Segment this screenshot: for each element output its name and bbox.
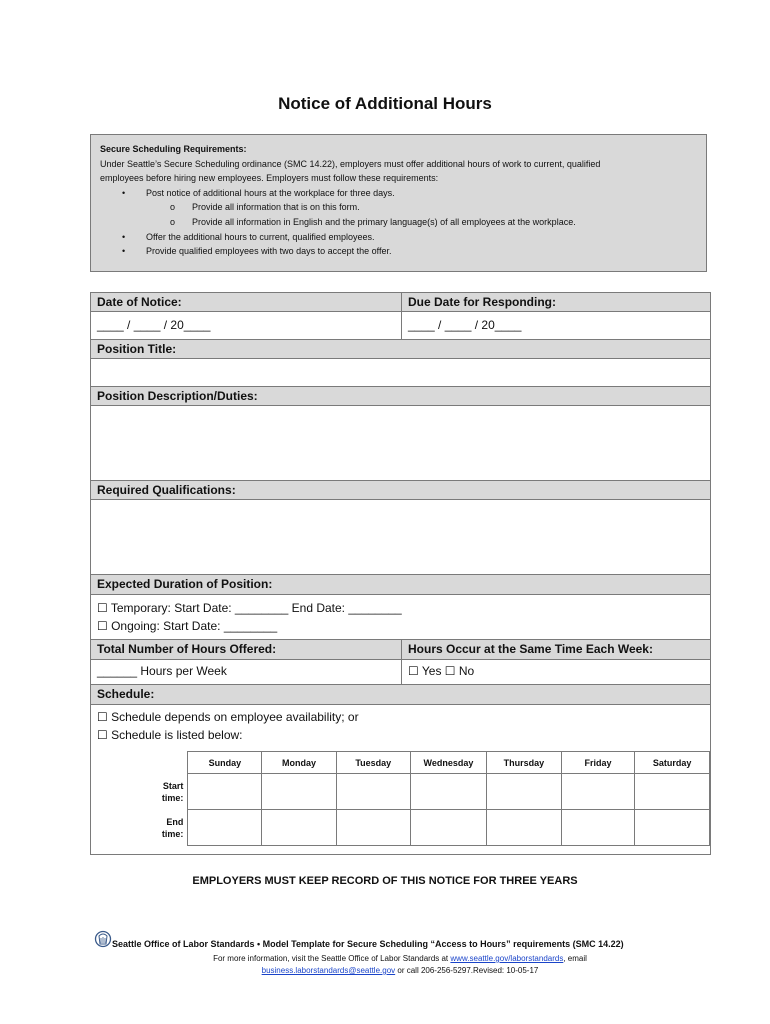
seattle-logo-icon [94, 930, 112, 950]
expected-duration-section [91, 595, 710, 640]
requirements-box [90, 134, 707, 272]
requirements-intro-line2: employees before hiring new employees. Employers must follow these requirements: [100, 173, 439, 184]
position-title-field[interactable] [91, 359, 710, 387]
end-time-label: End time: [161, 816, 184, 839]
day-saturday: Saturday [635, 752, 710, 774]
day-friday: Friday [561, 752, 634, 774]
schedule-label: Schedule: [97, 687, 155, 701]
required-qualifications-label: Required Qualifications: [97, 483, 236, 497]
date-header-row [91, 293, 710, 312]
end-time-cell[interactable] [188, 810, 262, 846]
position-description-field[interactable] [91, 406, 710, 481]
requirement-item: • Offer the additional hours to current, qualified employees. [100, 230, 697, 245]
position-description-label: Position Description/Duties: [97, 389, 258, 403]
date-of-notice-label: Date of Notice: [97, 295, 182, 309]
start-time-cell[interactable] [635, 774, 710, 810]
start-time-cell[interactable] [410, 774, 486, 810]
position-title-label: Position Title: [97, 342, 177, 356]
position-description-header [91, 387, 710, 406]
hours-header-row [91, 640, 710, 660]
requirement-item: • Post notice of additional hours at the workplace for three days. [100, 186, 697, 201]
notice-form [90, 292, 711, 855]
end-time-cell[interactable] [410, 810, 486, 846]
date-value-row [91, 312, 710, 340]
start-time-cell[interactable] [486, 774, 561, 810]
end-time-cell[interactable] [561, 810, 634, 846]
schedule-availability-option[interactable]: ☐ Schedule depends on employee availability; or [97, 710, 359, 724]
end-time-cell[interactable] [262, 810, 336, 846]
day-wednesday: Wednesday [410, 752, 486, 774]
requirements-list [100, 186, 697, 259]
date-of-notice-field[interactable]: ____ / ____ / 20____ [97, 318, 211, 332]
day-monday: Monday [262, 752, 336, 774]
schedule-options [97, 708, 359, 744]
position-title-header [91, 340, 710, 359]
end-time-cell[interactable] [336, 810, 410, 846]
footer-contact-line: business.laborstandards@seattle.gov or call 206-256-5297.Revised: 10-05-17 [261, 966, 539, 975]
expected-duration-header [91, 575, 710, 595]
day-sunday: Sunday [188, 752, 262, 774]
requirement-item: • Provide qualified employees with two days to accept the offer. [100, 244, 697, 259]
requirement-subitem: o Provide all information in English and the primary language(s) of all employees at the workplace. [100, 215, 697, 230]
start-time-row [141, 774, 710, 810]
schedule-days-row [141, 752, 710, 774]
footer-title: Seattle Office of Labor Standards • Model Template for Secure Scheduling “Access to Hours” requirements (SMC 14.22) [112, 939, 624, 949]
yes-no-options[interactable]: ☐ Yes ☐ No [401, 660, 710, 684]
day-thursday: Thursday [486, 752, 561, 774]
requirements-intro-line1: Under Seattle’s Secure Scheduling ordinance (SMC 14.22), employers must offer additional hours of work to current, qualified [100, 158, 601, 169]
page-title: Notice of Additional Hours [278, 94, 492, 113]
hours-per-week-field[interactable]: ______ Hours per Week [97, 664, 227, 678]
due-date-field[interactable]: ____ / ____ / 20____ [401, 312, 710, 339]
requirements-heading: Secure Scheduling Requirements: [100, 144, 247, 154]
email-link[interactable]: business.laborstandards@seattle.gov [261, 966, 396, 975]
schedule-table [141, 751, 710, 846]
end-time-cell[interactable] [635, 810, 710, 846]
total-hours-label: Total Number of Hours Offered: [97, 642, 277, 656]
required-qualifications-field[interactable] [91, 500, 710, 575]
schedule-header [91, 685, 710, 705]
end-time-row [141, 810, 710, 846]
expected-duration-label: Expected Duration of Position: [97, 577, 273, 591]
start-time-cell[interactable] [336, 774, 410, 810]
start-time-cell[interactable] [188, 774, 262, 810]
start-time-cell[interactable] [561, 774, 634, 810]
temporary-option[interactable]: ☐ Temporary: Start Date: ________ End Date: ________ [97, 601, 402, 615]
ongoing-option[interactable]: ☐ Ongoing: Start Date: ________ [97, 619, 278, 633]
schedule-listed-option[interactable]: ☐ Schedule is listed below: [97, 728, 243, 742]
requirement-subitem: o Provide all information that is on this form. [100, 200, 697, 215]
same-time-label: Hours Occur at the Same Time Each Week: [401, 640, 710, 659]
hours-value-row [91, 660, 710, 685]
start-time-label: Start time: [161, 780, 184, 803]
end-time-cell[interactable] [486, 810, 561, 846]
record-keeping-note: EMPLOYERS MUST KEEP RECORD OF THIS NOTICE FOR THREE YEARS [192, 875, 578, 887]
footer-info-line: For more information, visit the Seattle Office of Labor Standards at www.seattle.gov/laborstandards, email [213, 954, 587, 963]
labor-standards-link[interactable]: www.seattle.gov/laborstandards [450, 954, 564, 963]
day-tuesday: Tuesday [336, 752, 410, 774]
required-qualifications-header [91, 481, 710, 500]
due-date-label: Due Date for Responding: [401, 293, 710, 311]
start-time-cell[interactable] [262, 774, 336, 810]
